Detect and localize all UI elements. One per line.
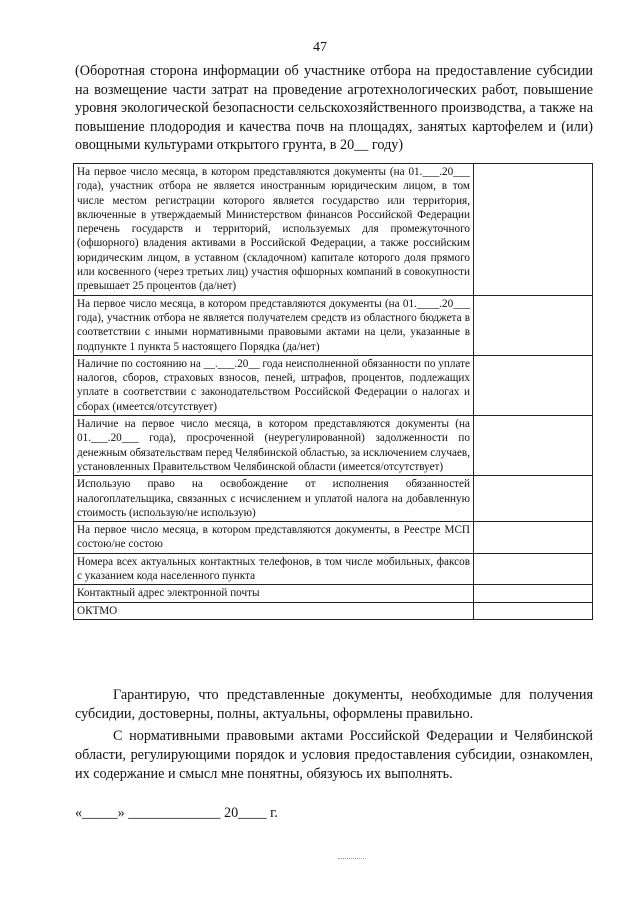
row-label: Наличие по состоянию на __.___.20__ года неисполненной обязанности по уплате налогов, сборов, страховых взносов, пеней, штрафов, процентов, подлежащих уплате в соответствии с законодательством Российской Федерации о налогах и сборах (имеется/отсутствует) [74, 355, 474, 415]
row-label: На первое число месяца, в котором представляются документы (на 01.___.20___ года), участник отбора не является иностранным юридическим лицом, в том числе местом регистрации которого является государство или территория, включенные в утверждаемый Министерством финансов Российской Федерации перечень государств и территорий, используемых для промежуточного (офшорного) владения активами в Российской Федерации, а также российским юридическим лицом, в уставном (складочном) капитале которого доля прямого или косвенного (через третьих лиц) участия офшорных компаний в совокупности превышает 25 процентов (да/нет) [74, 164, 474, 296]
row-value-cell[interactable] [474, 602, 593, 619]
row-value-cell[interactable] [474, 553, 593, 585]
row-label: Контактный адрес электронной почты [74, 585, 474, 602]
row-value-cell[interactable] [474, 416, 593, 476]
table-row [74, 295, 593, 355]
row-label: На первое число месяца, в котором представляются документы (на 01.____.20___ года), участник отбора не является получателем средств из областного бюджета в соответствии с иными нормативными правовыми актами на цели, указанные в подпункте 1 пункта 5 настоящего Порядка (да/нет) [74, 295, 474, 355]
guarantee-paragraph: Гарантирую, что представленные документы, необходимые для получения субсидии, достоверны, полны, актуальны, оформлены правильно. [75, 687, 593, 722]
row-label: Использую право на освобождение от исполнения обязанностей налогоплательщика, связанных с исчислением и уплатой налога на добавленную стоимость (использую/не использую) [74, 476, 474, 522]
table-row [74, 164, 593, 296]
row-label: На первое число месяца, в котором представляются документы, в Реестре МСП состою/не состою [74, 522, 474, 554]
table-row [74, 355, 593, 415]
row-label: ОКТМО [74, 602, 474, 619]
page-number: 47 [313, 40, 327, 55]
row-value-cell[interactable] [474, 585, 593, 602]
table-row [74, 553, 593, 585]
footer-mark [338, 858, 366, 859]
row-value-cell[interactable] [474, 522, 593, 554]
row-value-cell[interactable] [474, 164, 593, 296]
table-row [74, 585, 593, 602]
row-value-cell[interactable] [474, 295, 593, 355]
table-row [74, 602, 593, 619]
row-label: Номера всех актуальных контактных телефонов, в том числе мобильных, факсов с указанием кода населенного пункта [74, 553, 474, 585]
signature-date-line: «_____» _____________ 20____ г. [75, 805, 278, 821]
form-heading: (Оборотная сторона информации об участнике отбора на предоставление субсидии на возмещение части затрат на проведение агротехнологических работ, повышение уровня экологической безопасности сельскохозяйственного производства, а также на повышение плодородия и качества почв на площадях, занятых картофелем и (или) овощными культурами открытого грунта, в 20__ году) [75, 63, 593, 154]
row-value-cell[interactable] [474, 355, 593, 415]
table-row [74, 416, 593, 476]
table-row [74, 522, 593, 554]
table-row [74, 476, 593, 522]
row-value-cell[interactable] [474, 476, 593, 522]
acknowledgement-paragraph: С нормативными правовыми актами Российской Федерации и Челябинской области, регулирующими порядок и условия предоставления субсидии, ознакомлен, их содержание и смысл мне понятны, обязуюсь их выполнять. [75, 728, 593, 782]
row-label: Наличие на первое число месяца, в котором представляются документы (на 01.___.20___ года), просроченной (неурегулированной) задолженности по денежным обязательствам перед Челябинской областью, за исключением случаев, установленных Правительством Челябинской области (имеется/отсутствует) [74, 416, 474, 476]
participant-info-table [73, 163, 593, 620]
